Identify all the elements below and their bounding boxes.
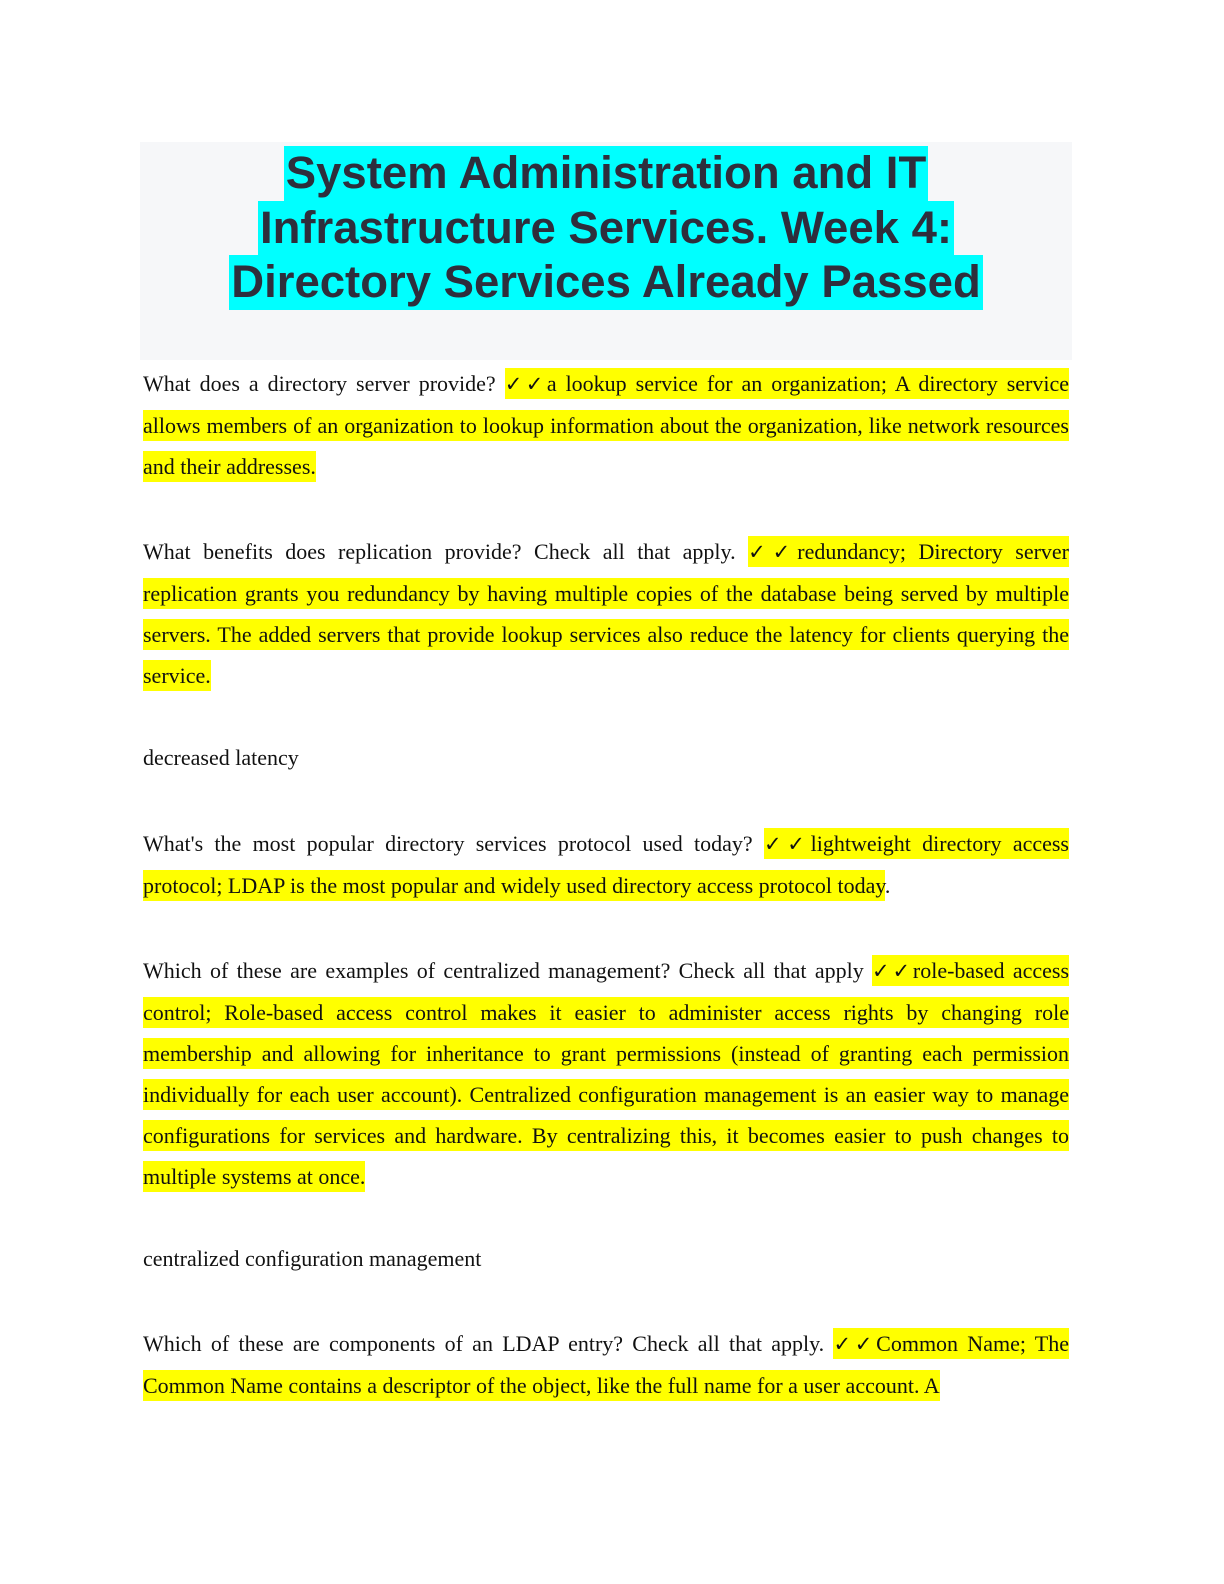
question-text: What benefits does replication provide? Check all that apply.	[143, 539, 736, 564]
double-check-icon: ✓✓	[504, 372, 547, 396]
double-check-icon: ✓✓	[763, 832, 811, 856]
qa-item-centralized-management	[143, 950, 1069, 1197]
qa-item-ldap-protocol	[143, 823, 1069, 906]
answer-highlight	[143, 955, 1069, 1192]
document-body	[143, 363, 1069, 1406]
title-line-2: Infrastructure Services. Week 4:	[258, 201, 954, 256]
double-check-icon: ✓✓	[872, 959, 913, 983]
answer-text: role-based access control; Role-based access control makes it easier to administer access rights by changing role membership and allowing for inheritance to grant permissions (instead of granting each permission individually for each user account). Centralized configuration management is an easier way to manage configurations for services and hardware. By centralizing this, it becomes easier to push changes to multiple systems at once.	[143, 958, 1069, 1189]
title-line-1: System Administration and IT	[284, 146, 928, 201]
qa-item-replication	[143, 531, 1069, 696]
answer-text: lightweight directory access protocol; LDAP is the most popular and widely used directory access protocol today	[143, 831, 1069, 898]
title-line-3: Directory Services Already Passed	[229, 255, 983, 310]
answer-text: a lookup service for an organization; A directory service allows members of an organization to lookup information about the organization, like network resources and their addresses.	[143, 371, 1070, 479]
qa-item-ldap-entry	[143, 1323, 1069, 1406]
document-title	[140, 146, 1072, 310]
question-text: Which of these are components of an LDAP entry? Check all that apply.	[143, 1331, 825, 1356]
question-text: Which of these are examples of centralized management? Check all that apply	[143, 958, 864, 983]
double-check-icon: ✓✓	[748, 540, 798, 564]
answer-text: redundancy; Directory server replication grants you redundancy by having multiple copies of the database being served by multiple servers. The added servers that provide lookup services also reduce the latency for clients querying the service.	[143, 539, 1069, 688]
double-check-icon: ✓✓	[833, 1332, 877, 1356]
answer-trailing-period: .	[884, 873, 891, 898]
extra-answer-centralized-configuration: centralized configuration management	[143, 1246, 482, 1271]
question-text: What does a directory server provide?	[143, 371, 496, 396]
question-text: What's the most popular directory services protocol used today?	[143, 831, 753, 856]
answer-text: Common Name; The Common Name contains a descriptor of the object, like the full name for a user account. A	[143, 1331, 1070, 1398]
extra-answer-decreased-latency: decreased latency	[143, 745, 299, 770]
qa-item-directory-server	[143, 363, 1069, 487]
